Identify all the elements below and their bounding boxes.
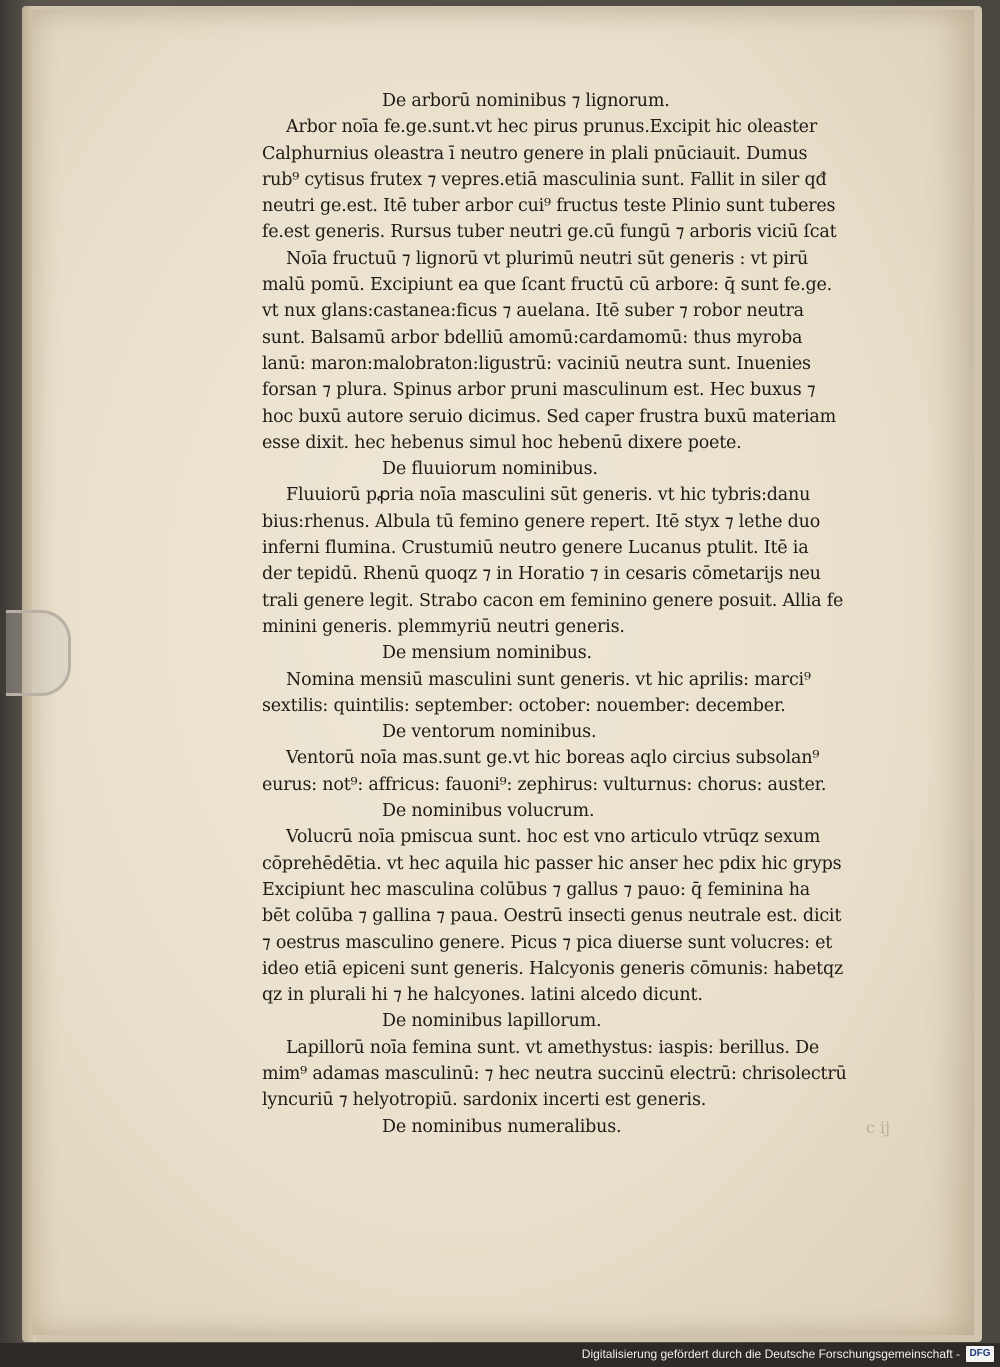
text-line: fe.est generis. Rursus tuber neutri ge.cū fungū ⁊ arboris viciū ſcat: [262, 222, 837, 243]
section-heading: De fluuiorum nominibus.: [382, 459, 598, 480]
section-heading: De nominibus volucrum.: [382, 801, 595, 822]
dfg-logo: DFG: [966, 1346, 994, 1362]
text-line: bius:rhenus. Albula tū femino genere repert. Itē styx ⁊ lethe duo: [262, 511, 821, 532]
text-line: Arbor noīa fe.ge.sunt.vt hec pirus prunus.Excipit hic oleaster: [286, 117, 818, 138]
text-line: Excipiunt hec masculina colūbus ⁊ gallus ⁊ pauo: q̄ feminina ha: [262, 879, 811, 900]
text-line: rub⁹ cytisus frutex ⁊ vepres.etiā masculinia sunt. Fallit in siler qđ: [262, 169, 827, 190]
text-line: Lapillorū noīa femina sunt. vt amethystus: iaspis: berillus. De: [286, 1037, 820, 1058]
text-line: Volucrū noīa pmiscua sunt. hoc est vno articulo vtrūqz sexum: [286, 827, 821, 848]
text-line: lyncuriū ⁊ helyotropiū. sardonix incerti est generis.: [262, 1090, 707, 1111]
funding-credit: Digitalisierung gefördert durch die Deutsche Forschungsgemeinschaft -: [581, 1347, 960, 1361]
text-line: Nomina mensiū masculini sunt generis. vt hic aprilis: marci⁹: [286, 669, 811, 690]
text-line: Ventorū noīa mas.sunt ge.vt hic boreas aqlo circius subsolan⁹: [286, 748, 820, 769]
section-heading: De mensium nominibus.: [382, 643, 592, 664]
text-line: eurus: not⁹: affricus: fauoni⁹: zephirus: vulturnus: chorus: auster.: [262, 774, 827, 795]
section-heading: De ventorum nominibus.: [382, 722, 597, 743]
section-heading: De arborū nominibus ⁊ lignorum.: [382, 91, 670, 111]
text-line: cōprehēdētia. vt hec aquila hic passer hic anser hec pdix hic gryps: [262, 853, 842, 874]
footer-bar: [0, 1343, 1000, 1367]
text-line: ideo etiā epiceni sunt generis. Halcyonis generis cōmunis: habetqz: [262, 958, 843, 979]
text-line: qz in plurali hi ⁊ he halcyones. latini alcedo dicunt.: [262, 985, 703, 1006]
text-line: Noīa fructuū ⁊ lignorū vt plurimū neutri sūt generis : vt pirū: [286, 248, 809, 269]
text-line: inferni flumina. Crustumiū neutro genere Lucanus ptulit. Itē ia: [262, 538, 809, 559]
text-line: neutri ge.est. Itē tuber arbor cui⁹ fructus teste Plinio sunt tuberes: [262, 196, 836, 217]
text-line: der tepidū. Rhenū quoqz ⁊ in Horatio ⁊ in cesaris cōmetarijs neu: [262, 564, 821, 585]
text-line: lanū: maron:malobraton:ligustrū: vaciniū neutra sunt. Inuenies: [262, 353, 811, 374]
text-line: malū pomū. Excipiunt ea que ſcant fructū cū arbore: q̄ sunt fe.ge.: [262, 275, 833, 296]
text-line: hoc buxū autore seruio dicimus. Sed caper frustra buxū materiam: [262, 406, 837, 427]
folio-signature: c ij: [866, 1118, 891, 1137]
text-line: bēt colūba ⁊ gallina ⁊ paua. Oestrū insecti genus neutrale est. dicit: [262, 906, 842, 927]
text-line: vt nux glans:castanea:ficus ⁊ auelana. Itē suber ⁊ robor neutra: [262, 301, 804, 322]
page-clip: [6, 610, 71, 696]
text-line: esse dixit. hec hebenus simul hoc hebenū dixere poete.: [262, 432, 742, 453]
text-line: minini generis. plemmyriū neutri generis.: [262, 616, 625, 637]
text-line: ⁊ oestrus masculino genere. Picus ⁊ pica diuerse sunt volucres: et: [262, 932, 833, 953]
section-heading: De nominibus numeralibus.: [382, 1116, 622, 1137]
text-block: [262, 88, 891, 1140]
text-line: sunt. Balsamū arbor bdelliū amomū:cardamomū: thus myroba: [262, 327, 803, 348]
section-heading: De nominibus lapillorum.: [382, 1011, 602, 1032]
text-line: forsan ⁊ plura. Spinus arbor pruni masculinum est. Hec buxus ⁊: [262, 380, 816, 401]
text-line: sextilis: quintilis: september: october: nouember: december.: [262, 695, 786, 716]
text-line: Calphurnius oleastra ī neutro genere in plali pnūciauit. Dumus: [262, 143, 808, 164]
text-line: trali genere legit. Strabo cacon em feminino genere posuit. Allia fe: [262, 590, 844, 611]
text-line: mim⁹ adamas masculinū: ⁊ hec neutra succinū electrū: chrisolectrū: [262, 1063, 847, 1084]
text-line: Fluuiorū pꝓria noīa masculini sūt generis. vt hic tybris:danu: [286, 485, 811, 506]
